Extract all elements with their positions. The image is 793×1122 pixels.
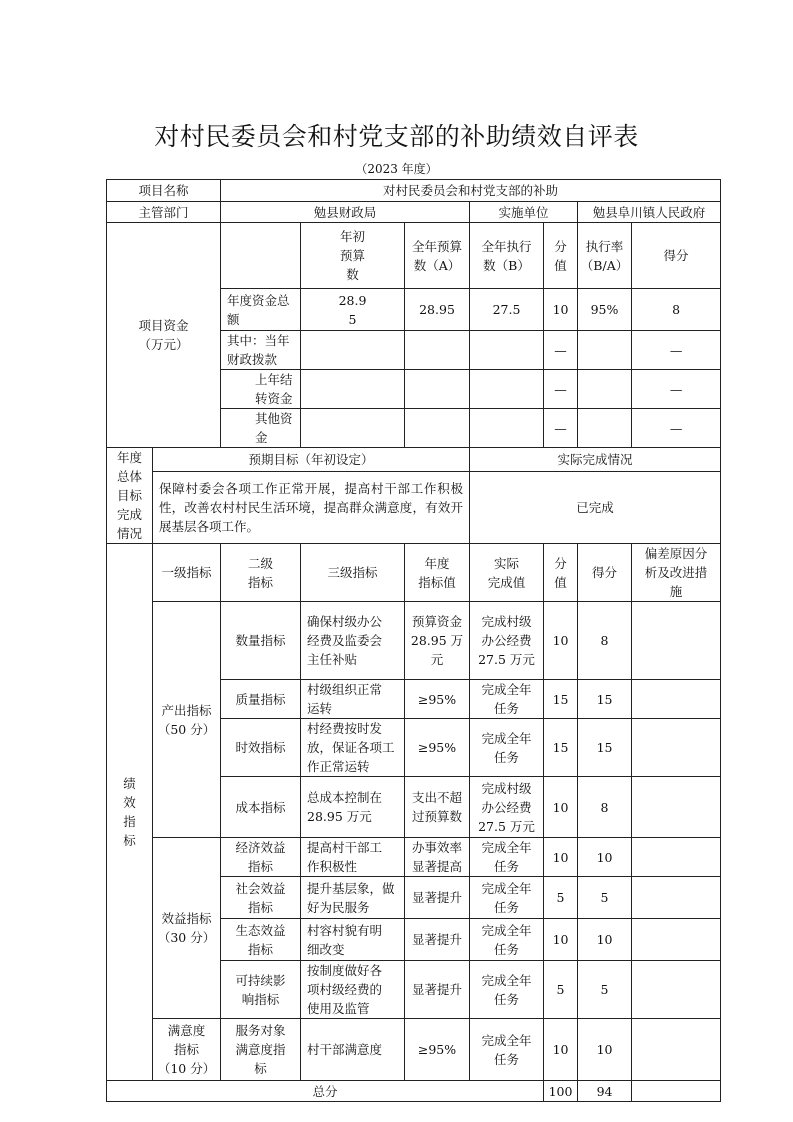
- score-value: 10: [544, 602, 578, 680]
- actual-status-header: 实际完成情况: [470, 448, 721, 472]
- total-label: 总分: [107, 1081, 544, 1102]
- funds-header-blank: [221, 223, 301, 289]
- score: 10: [578, 919, 632, 961]
- funds-header-score-value: 分 值: [544, 223, 578, 289]
- document-title: 对村民委员会和村党支部的补助绩效自评表: [154, 122, 639, 151]
- funds-row-budget: 28.95: [405, 289, 470, 331]
- actual-value: 完成村级 办公经费 27.5 万元: [470, 777, 544, 838]
- deviation-analysis: [632, 602, 721, 680]
- deviation-analysis: [632, 838, 721, 877]
- funds-row-initial: [301, 331, 405, 370]
- expected-goal-text: 保障村委会各项工作正常开展，提高村干部工作积极性，改善农村村民生活环境，提高群众满意度，有效开展基层各项工作。: [153, 472, 470, 544]
- total-note: [632, 1081, 721, 1102]
- level3-indicator: 总成本控制在 28.95 万元: [301, 777, 405, 838]
- annual-target-value: 预算资金 28.95 万 元: [405, 602, 470, 680]
- deviation-analysis: [632, 1019, 721, 1081]
- score: 15: [578, 719, 632, 777]
- deviation-analysis: [632, 719, 721, 777]
- score-value: 10: [544, 919, 578, 961]
- perf-header-2: 三级指标: [301, 544, 405, 602]
- funds-row-score: 8: [632, 289, 721, 331]
- dept-value: 勉县财政局: [221, 202, 470, 223]
- actual-value: 完成村级 办公经费 27.5 万元: [470, 602, 544, 680]
- self-evaluation-table: [106, 179, 721, 1102]
- funds-row-score-value: —: [544, 409, 578, 448]
- deviation-analysis: [632, 961, 721, 1019]
- funds-row-rate: [578, 409, 632, 448]
- annual-target-value: 支出不超 过预算数: [405, 777, 470, 838]
- perf-header-0: 一级指标: [153, 544, 221, 602]
- funds-row-exec: [470, 370, 544, 409]
- funds-row-label: 年度资金总额: [221, 289, 301, 331]
- level2-indicator: 时效指标: [221, 719, 301, 777]
- annual-target-value: 显著提升: [405, 877, 470, 919]
- score-value: 10: [544, 1019, 578, 1081]
- funds-row-label: 上年结转资金: [221, 370, 301, 409]
- annual-target-value: 显著提升: [405, 919, 470, 961]
- funds-row-budget: [405, 331, 470, 370]
- funds-header-initial: 年初 预算 数: [301, 223, 405, 289]
- perf-header-5: 分 值: [544, 544, 578, 602]
- level2-indicator: 可持续影 响指标: [221, 961, 301, 1019]
- funds-row-exec: [470, 409, 544, 448]
- level2-indicator: 社会效益 指标: [221, 877, 301, 919]
- impl-unit-value: 勉县阜川镇人民政府: [578, 202, 721, 223]
- goals-label: 年度 总体 目标 完成 情况: [107, 448, 153, 544]
- project-name-value: 对村民委员会和村党支部的补助: [221, 180, 721, 202]
- funds-row-initial: [301, 370, 405, 409]
- funds-row-label: 其他资金: [221, 409, 301, 448]
- score: 10: [578, 838, 632, 877]
- perf-header-4: 实际 完成值: [470, 544, 544, 602]
- funds-row-score: —: [632, 409, 721, 448]
- funds-row-exec: 27.5: [470, 289, 544, 331]
- level1-indicator: 效益指标 （30 分）: [153, 838, 221, 1019]
- funds-header-exec: 全年执行 数（B）: [470, 223, 544, 289]
- score-value: 15: [544, 719, 578, 777]
- funds-row-budget: [405, 409, 470, 448]
- level3-indicator: 村经费按时发 放，保证各项工 作正常运转: [301, 719, 405, 777]
- funds-header-rate: 执行率 （B/A）: [578, 223, 632, 289]
- total-score: 94: [578, 1081, 632, 1102]
- project-name-label: 项目名称: [107, 180, 221, 202]
- annual-target-value: 办事效率 显著提高: [405, 838, 470, 877]
- expected-goal-header: 预期目标（年初设定）: [153, 448, 470, 472]
- annual-target-value: ≥95%: [405, 680, 470, 719]
- level3-indicator: 村容村貌有明 细改变: [301, 919, 405, 961]
- score: 5: [578, 961, 632, 1019]
- actual-value: 完成全年 任务: [470, 719, 544, 777]
- actual-value: 完成全年 任务: [470, 961, 544, 1019]
- score-value: 5: [544, 961, 578, 1019]
- actual-value: 完成全年 任务: [470, 680, 544, 719]
- annual-target-value: ≥95%: [405, 1019, 470, 1081]
- perf-header-6: 得分: [578, 544, 632, 602]
- level3-indicator: 提升基层象，做 好为民服务: [301, 877, 405, 919]
- level2-indicator: 服务对象 满意度指 标: [221, 1019, 301, 1081]
- level1-indicator: 产出指标 （50 分）: [153, 602, 221, 838]
- annual-target-value: ≥95%: [405, 719, 470, 777]
- fiscal-year: （2023 年度）: [355, 162, 438, 176]
- funds-row-rate: 95%: [578, 289, 632, 331]
- score: 8: [578, 602, 632, 680]
- funds-label: 项目资金 （万元）: [107, 223, 221, 448]
- level2-indicator: 经济效益 指标: [221, 838, 301, 877]
- actual-value: 完成全年 任务: [470, 1019, 544, 1081]
- actual-status-text: 已完成: [470, 472, 721, 544]
- annual-target-value: 显著提升: [405, 961, 470, 1019]
- funds-row-score-value: —: [544, 331, 578, 370]
- deviation-analysis: [632, 680, 721, 719]
- score: 15: [578, 680, 632, 719]
- funds-row-initial: 28.9 5: [301, 289, 405, 331]
- score-value: 15: [544, 680, 578, 719]
- funds-row-score-value: —: [544, 370, 578, 409]
- funds-header-score: 得分: [632, 223, 721, 289]
- funds-row-budget: [405, 370, 470, 409]
- deviation-analysis: [632, 877, 721, 919]
- score: 10: [578, 1019, 632, 1081]
- dept-label: 主管部门: [107, 202, 221, 223]
- funds-row-label: 其中：当年财政拨款: [221, 331, 301, 370]
- level1-indicator: 满意度 指标 （10 分）: [153, 1019, 221, 1081]
- funds-row-exec: [470, 331, 544, 370]
- deviation-analysis: [632, 777, 721, 838]
- funds-row-rate: [578, 331, 632, 370]
- funds-row-score-value: 10: [544, 289, 578, 331]
- perf-header-3: 年度 指标值: [405, 544, 470, 602]
- level3-indicator: 确保村级办公 经费及监委会 主任补贴: [301, 602, 405, 680]
- level2-indicator: 质量指标: [221, 680, 301, 719]
- funds-row-initial: [301, 409, 405, 448]
- score: 5: [578, 877, 632, 919]
- level3-indicator: 村级组织正常 运转: [301, 680, 405, 719]
- deviation-analysis: [632, 919, 721, 961]
- funds-header-budget: 全年预算 数（A）: [405, 223, 470, 289]
- actual-value: 完成全年 任务: [470, 838, 544, 877]
- actual-value: 完成全年 任务: [470, 919, 544, 961]
- funds-row-score: —: [632, 331, 721, 370]
- score-value: 10: [544, 838, 578, 877]
- score-value: 10: [544, 777, 578, 838]
- level2-indicator: 成本指标: [221, 777, 301, 838]
- impl-unit-label: 实施单位: [470, 202, 578, 223]
- level2-indicator: 生态效益 指标: [221, 919, 301, 961]
- score: 8: [578, 777, 632, 838]
- funds-row-score: —: [632, 370, 721, 409]
- perf-header-7: 偏差原因分 析及改进措 施: [632, 544, 721, 602]
- perf-header-1: 二级 指标: [221, 544, 301, 602]
- perf-label: 绩 效 指 标: [107, 544, 153, 1081]
- level2-indicator: 数量指标: [221, 602, 301, 680]
- score-value: 5: [544, 877, 578, 919]
- level3-indicator: 按制度做好各 项村级经费的 使用及监管: [301, 961, 405, 1019]
- funds-row-rate: [578, 370, 632, 409]
- actual-value: 完成全年 任务: [470, 877, 544, 919]
- level3-indicator: 提高村干部工 作积极性: [301, 838, 405, 877]
- total-score-value: 100: [544, 1081, 578, 1102]
- level3-indicator: 村干部满意度: [301, 1019, 405, 1081]
